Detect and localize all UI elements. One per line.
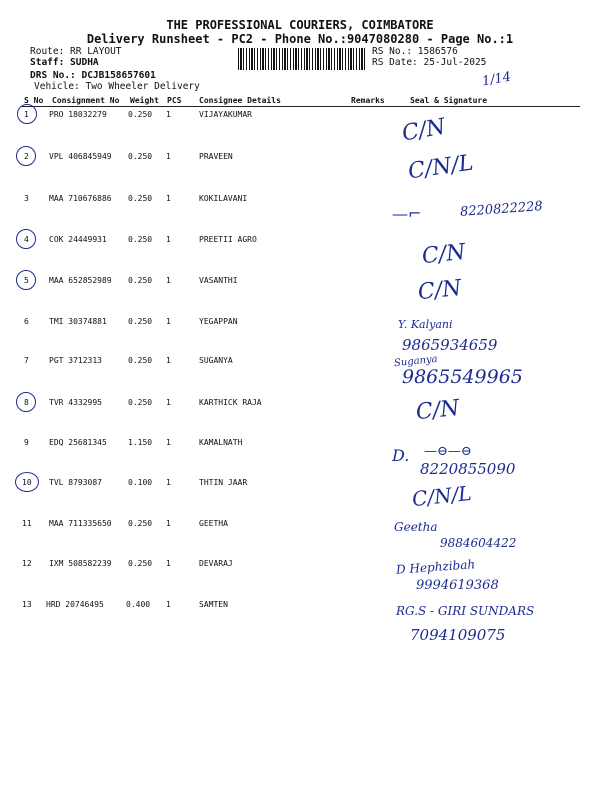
handwritten-name: Suganya — [393, 353, 439, 370]
row-7-pcs: 1 — [166, 356, 171, 365]
handwritten-signature: C/N — [416, 275, 463, 306]
handwritten-name: D. — [392, 446, 410, 465]
barcode — [238, 48, 366, 70]
signature-stroke: —⊖—⊖ — [424, 444, 472, 459]
col-signature: Seal & Signature — [410, 96, 488, 105]
row-12-pcs: 1 — [166, 559, 171, 568]
vehicle-label: Vehicle: Two Wheeler Delivery — [34, 81, 200, 92]
route-label: Route: RR LAYOUT — [30, 46, 122, 57]
row-1-consignee: VIJAYAKUMAR — [199, 110, 252, 119]
handwritten-phone: 8220855090 — [420, 460, 516, 478]
handwritten-phone: 9865549965 — [402, 366, 523, 388]
row-1-consignment: PRO 18032279 — [49, 110, 107, 119]
row-2-sno: 2 — [24, 152, 29, 161]
rs-number: RS No.: 1586576 — [372, 46, 458, 57]
row-10-pcs: 1 — [166, 478, 171, 487]
handwritten-signature: C/N — [414, 395, 461, 426]
row-12-sno: 12 — [22, 559, 32, 568]
ink-circle — [16, 392, 36, 412]
row-13-consignee: SAMTEN — [199, 600, 228, 609]
row-5-pcs: 1 — [166, 276, 171, 285]
row-9-weight: 1.150 — [128, 438, 153, 447]
handwritten-name: RG.S - GIRI SUNDARS — [396, 604, 535, 618]
row-10-consignee: THTIN JAAR — [199, 478, 248, 487]
row-2-consignee: PRAVEEN — [199, 152, 233, 161]
handwritten-phone: 7094109075 — [410, 626, 506, 644]
row-4-consignment: COK 24449931 — [49, 235, 107, 244]
row-8-pcs: 1 — [166, 398, 171, 407]
handwritten-signature: 8220822228 — [459, 199, 544, 220]
row-10-sno: 10 — [22, 478, 32, 487]
ink-circle — [16, 146, 36, 166]
row-6-consignment: TMI 30374881 — [49, 317, 107, 326]
row-2-pcs: 1 — [166, 152, 171, 161]
row-9-consignment: EDQ 25681345 — [49, 438, 107, 447]
row-9-sno: 9 — [24, 438, 29, 447]
col-sno: S No — [24, 96, 44, 105]
col-weight: Weight — [130, 96, 159, 105]
handwritten-signature: C/N — [420, 239, 467, 270]
handwritten-name: Y. Kalyani — [398, 318, 453, 331]
row-11-weight: 0.250 — [128, 519, 153, 528]
handwritten-name: Geetha — [394, 520, 438, 534]
row-8-sno: 8 — [24, 398, 29, 407]
rs-date: RS Date: 25-Jul-2025 — [372, 57, 487, 68]
row-9-consignee: KAMALNATH — [199, 438, 243, 447]
col-pcs: PCS — [167, 96, 182, 105]
row-6-weight: 0.250 — [128, 317, 153, 326]
row-3-consignee: KOKILAVANI — [199, 194, 248, 203]
row-10-weight: 0.100 — [128, 478, 153, 487]
ink-circle — [16, 229, 36, 249]
handwritten-signature: C/N — [400, 114, 448, 147]
row-7-consignment: PGT 3712313 — [49, 356, 102, 365]
company-title: THE PROFESSIONAL COURIERS, COIMBATORE — [166, 18, 434, 32]
row-9-pcs: 1 — [166, 438, 171, 447]
row-8-consignee: KARTHICK RAJA — [199, 398, 262, 407]
row-13-sno: 13 — [22, 600, 32, 609]
row-5-sno: 5 — [24, 276, 29, 285]
handwritten-phone: 9865934659 — [402, 336, 498, 354]
staff-label: Staff: SUDHA — [30, 57, 99, 68]
col-remarks: Remarks — [351, 96, 385, 105]
ink-circle — [15, 472, 39, 492]
header-rule — [22, 106, 580, 107]
row-10-consignment: TVL 8793087 — [49, 478, 102, 487]
row-3-consignment: MAA 710676886 — [49, 194, 112, 203]
row-13-pcs: 1 — [166, 600, 171, 609]
row-11-consignee: GEETHA — [199, 519, 228, 528]
row-1-weight: 0.250 — [128, 110, 153, 119]
row-11-pcs: 1 — [166, 519, 171, 528]
row-13-weight: 0.400 — [126, 600, 151, 609]
signature-stroke: —⌐ — [392, 204, 422, 223]
row-4-weight: 0.250 — [128, 235, 153, 244]
row-7-weight: 0.250 — [128, 356, 153, 365]
row-12-weight: 0.250 — [128, 559, 153, 568]
handwritten-name: D Hephzibah — [395, 557, 476, 577]
row-4-consignee: PREETII AGRO — [199, 235, 257, 244]
row-2-weight: 0.250 — [128, 152, 153, 161]
handwritten-phone: 9884604422 — [440, 536, 517, 550]
row-1-pcs: 1 — [166, 110, 171, 119]
row-8-weight: 0.250 — [128, 398, 153, 407]
handwritten-signature: C/N/L — [406, 150, 475, 185]
row-5-consignee: VASANTHI — [199, 276, 238, 285]
row-6-consignee: YEGAPPAN — [199, 317, 238, 326]
row-12-consignment: IXM 508582239 — [49, 559, 112, 568]
row-5-consignment: MAA 652852989 — [49, 276, 112, 285]
ink-circle — [16, 270, 36, 290]
row-6-sno: 6 — [24, 317, 29, 326]
row-4-sno: 4 — [24, 235, 29, 244]
row-3-sno: 3 — [24, 194, 29, 203]
row-1-sno: 1 — [24, 110, 29, 119]
handwritten-signature: C/N/L — [410, 480, 473, 512]
row-2-consignment: VPL 406845949 — [49, 152, 112, 161]
col-consignee: Consignee Details — [199, 96, 281, 105]
row-8-consignment: TVR 4332995 — [49, 398, 102, 407]
runsheet-subtitle: Delivery Runsheet - PC2 - Phone No.:9047080280 - Page No.:1 — [86, 32, 514, 46]
row-13-consignment: HRD 20746495 — [46, 600, 104, 609]
row-7-sno: 7 — [24, 356, 29, 365]
ink-circle — [17, 104, 37, 124]
row-3-pcs: 1 — [166, 194, 171, 203]
row-12-consignee: DEVARAJ — [199, 559, 233, 568]
row-5-weight: 0.250 — [128, 276, 153, 285]
row-4-pcs: 1 — [166, 235, 171, 244]
row-7-consignee: SUGANYA — [199, 356, 233, 365]
row-11-sno: 11 — [22, 519, 32, 528]
handwritten-page-mark: 1/14 — [480, 69, 513, 90]
handwritten-phone: 9994619368 — [416, 578, 499, 593]
col-consignment: Consignment No — [52, 96, 120, 105]
drs-number: DRS No.: DCJB158657601 — [30, 70, 156, 81]
row-3-weight: 0.250 — [128, 194, 153, 203]
row-6-pcs: 1 — [166, 317, 171, 326]
row-11-consignment: MAA 711335650 — [49, 519, 112, 528]
